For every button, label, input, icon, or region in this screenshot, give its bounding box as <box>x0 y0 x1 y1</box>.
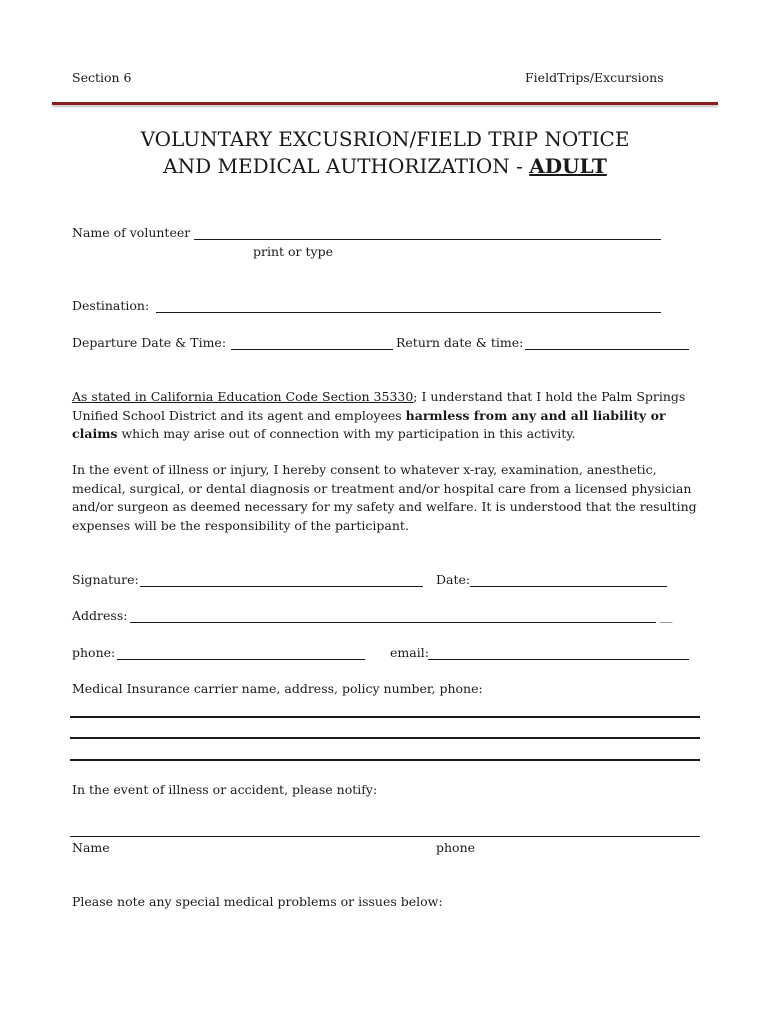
form-title-line1: VOLUNTARY EXCUSRION/FIELD TRIP NOTICE <box>140 127 630 151</box>
liability-text-2: which may arise out of connection with my participation in this activity. <box>121 426 576 441</box>
email-label: email: <box>390 645 429 660</box>
volunteer-label: Name of volunteer <box>72 225 191 240</box>
departure-field[interactable] <box>231 335 393 350</box>
category-label: FieldTrips/Excursions <box>525 70 664 85</box>
return-label: Return date & time: <box>396 335 524 350</box>
form-title-line2 <box>0 153 770 180</box>
address-tail: __ <box>660 608 673 623</box>
education-code-link[interactable]: As stated in California Education Code Section 35330 <box>72 389 414 404</box>
liability-text-1: ; I understand that I hold the Palm Springs Unified School District and its agent and employees <box>72 389 686 423</box>
date-field[interactable] <box>470 572 667 587</box>
volunteer-hint: print or type <box>253 244 333 259</box>
signature-field[interactable] <box>140 572 423 587</box>
notify-name-label: Name <box>72 840 110 855</box>
insurance-line-1[interactable] <box>70 716 700 718</box>
destination-label: Destination: <box>72 298 150 313</box>
section-label: Section 6 <box>72 70 132 85</box>
phone-label: phone: <box>72 645 116 660</box>
liability-bold-text: harmless from any and all liability or claims <box>72 407 666 441</box>
email-field[interactable] <box>428 645 689 660</box>
liability-paragraph <box>72 388 702 444</box>
departure-label: Departure Date & Time: <box>72 335 227 350</box>
form-title-prefix: AND MEDICAL AUTHORIZATION - <box>163 154 523 178</box>
address-label: Address: <box>72 608 128 623</box>
address-field[interactable] <box>130 608 656 623</box>
form-title-emphasis: ADULT <box>529 154 607 178</box>
insurance-label: Medical Insurance carrier name, address, policy number, phone: <box>72 681 483 696</box>
phone-field[interactable] <box>117 645 365 660</box>
special-medical-label: Please note any special medical problems or issues below: <box>72 894 443 909</box>
notify-phone-label: phone <box>436 840 476 855</box>
notify-contact-field[interactable] <box>70 836 700 837</box>
insurance-line-3[interactable] <box>70 759 700 761</box>
notify-label: In the event of illness or accident, please notify: <box>72 782 378 797</box>
volunteer-name-field[interactable] <box>194 225 661 240</box>
date-label: Date: <box>436 572 471 587</box>
insurance-line-2[interactable] <box>70 737 700 739</box>
signature-label: Signature: <box>72 572 139 587</box>
destination-field[interactable] <box>156 298 661 313</box>
header-divider <box>52 102 718 105</box>
return-field[interactable] <box>525 335 689 350</box>
consent-paragraph: In the event of illness or injury, I hereby consent to whatever x-ray, examination, anesthetic, medical, surgical, or dental diagnosis or treatment and/or hospital care from a licensed physician and/or surgeon as deemed necessary for my safety and welfare. It is understood that the resulting expenses will be the responsibility of the participant. <box>72 462 697 533</box>
